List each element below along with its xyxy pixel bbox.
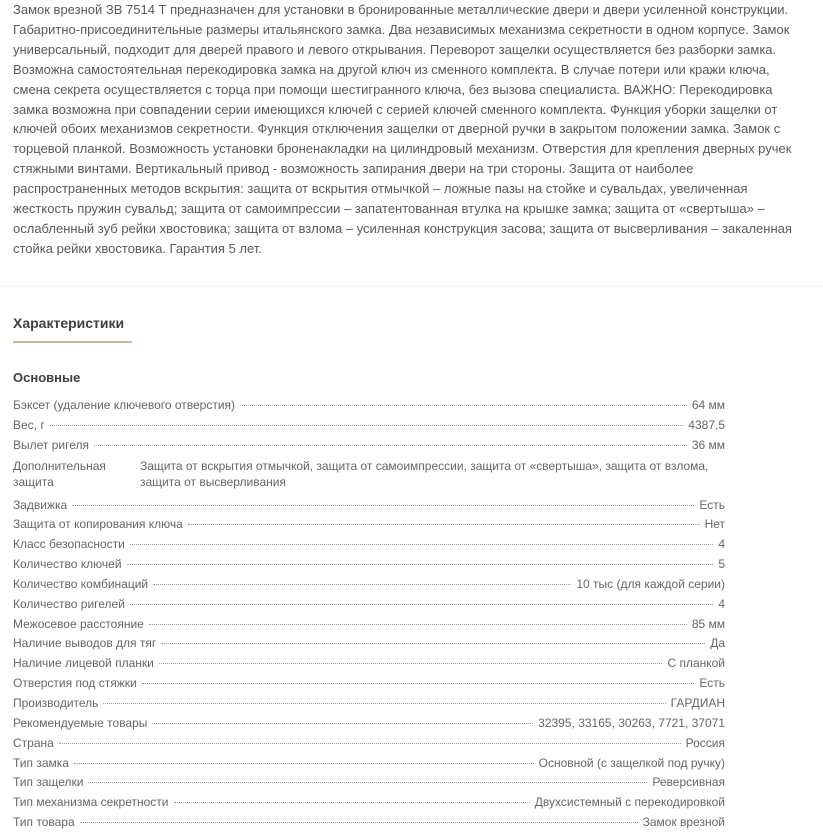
spec-row-face-plate — [13, 654, 725, 674]
dotted-leader — [153, 583, 571, 585]
spec-row-country — [13, 734, 725, 754]
spec-name: Защита от копирования ключа — [13, 517, 183, 532]
spec-name: Производитель — [13, 695, 99, 710]
dotted-leader — [88, 781, 647, 783]
dotted-leader — [142, 682, 695, 684]
dotted-leader — [94, 444, 687, 446]
dotted-leader — [130, 543, 713, 545]
spec-value: 10 тыс (для каждой серии) — [576, 576, 725, 591]
spec-row-combinations — [13, 575, 725, 595]
spec-name: Тип товара — [13, 815, 75, 830]
spec-name: Количество комбинаций — [13, 576, 149, 591]
spec-value: 4387,5 — [688, 417, 725, 432]
spec-row-screw-holes — [13, 674, 725, 694]
spec-value: 85 мм — [691, 616, 725, 631]
spec-value: С планкой — [667, 656, 725, 671]
spec-value: Реверсивная — [652, 775, 725, 790]
spec-value: ГАРДИАН — [670, 695, 725, 710]
spec-name: Дополнительная защита — [13, 458, 106, 489]
spec-row-bolts-count — [13, 595, 725, 615]
spec-row-latch-type — [13, 773, 725, 793]
spec-value: Защита от вскрытия отмычкой, защита от самоимпрессии, защита от «свертыша», защита от взлома, защита от высверливания — [140, 458, 709, 489]
spec-row-lock-type — [13, 754, 725, 774]
spec-value: 36 мм — [691, 437, 725, 452]
spec-value: 4 — [718, 537, 725, 552]
spec-row-backset — [13, 396, 725, 416]
spec-name: Тип механизма секретности — [13, 795, 169, 810]
spec-name: Наличие лицевой планки — [13, 656, 154, 671]
spec-name: Задвижка — [13, 497, 68, 512]
spec-name: Вылет ригеля — [13, 437, 90, 452]
spec-name: Страна — [13, 735, 54, 750]
spec-value: Есть — [699, 676, 725, 691]
product-description: Замок врезной ЗВ 7514 Т предназначен для установки в бронированные металлические двери и двери усиленной конструкции. Габаритно-присоединительные размеры итальянского замка. Два независимых механизма секретности в одном корпусе. Замок универсальный, подходит для дверей правого и левого открывания. Переворот защелки осуществляется без разборки замка. Возможна самостоятельная перекодировка замка на другой ключ из сменного комплекта. В случае потери или кражи ключа, смена секрета осуществляется с торца при помощи шестигранного ключа, без вызова специалиста. ВАЖНО: Перекодировка замка возможна при совпадении серии имеющихся ключей с серией ключей сменного комплекта. Функция уборки защелки от ключей обоих механизмов секретности. Функция отключения защелки от дверной ручки в закрытом положении замка. Замок с торцевой планкой. Возможность установки броненакладки на цилиндровый механизм. Отверстия для крепления дверных ручек стяжными винтами. Вертикальный привод - возможность запирания двери на три стороны. Защита от наиболее распространенных методов вскрытия: защита от вскрытия отмычкой – ложные пазы на стойке и сувальдах, увеличенная жесткость пружин сувальд; защита от самоимпрессии – запатентованная втулка на крышке замка; защита от «свертыша» – ослабленный зуб рейки хвостовика; защита от взлома – усиленная конструкция засова; защита от высверливания – закаленная стойка рейки хвостовика. Гарантия 5 лет. — [13, 2, 792, 256]
spec-row-center-distance — [13, 615, 725, 635]
dotted-leader — [103, 702, 665, 704]
spec-name: Тип замка — [13, 755, 69, 770]
spec-value: 5 — [718, 557, 725, 572]
dotted-leader — [240, 404, 687, 406]
spec-name: Наличие выводов для тяг — [13, 636, 157, 651]
spec-group-title: Основные — [13, 370, 81, 385]
spec-row-latch-bolt — [13, 496, 725, 516]
spec-name: Межосевое расстояние — [13, 616, 144, 631]
active-tab-underline — [13, 341, 132, 343]
spec-name: Количество ригелей — [13, 596, 125, 611]
spec-list — [13, 396, 725, 833]
section-divider — [0, 286, 823, 287]
spec-value: Нет — [704, 517, 725, 532]
spec-row-manufacturer — [13, 694, 725, 714]
spec-row-copy-protection — [13, 515, 725, 535]
spec-row-mechanism-type — [13, 793, 725, 813]
dotted-leader — [80, 821, 638, 823]
spec-name: Рекомендуемые товары — [13, 715, 148, 730]
dotted-leader — [152, 722, 533, 724]
spec-value: Есть — [699, 497, 725, 512]
spec-row-recommended — [13, 714, 725, 734]
dotted-leader — [72, 504, 694, 506]
dotted-leader — [174, 801, 530, 803]
spec-row-keys-count — [13, 555, 725, 575]
spec-value: Россия — [685, 735, 725, 750]
spec-value: Замок врезной — [642, 815, 725, 830]
dotted-leader — [130, 603, 713, 605]
spec-name: Отверстия под стяжки — [13, 676, 137, 691]
spec-row-weight — [13, 416, 725, 436]
dotted-leader — [161, 642, 705, 644]
dotted-leader — [188, 523, 700, 525]
spec-row-bolt-throw — [13, 436, 725, 456]
dotted-leader — [59, 742, 681, 744]
spec-name: Бэксет (удаление ключевого отверстия) — [13, 398, 236, 412]
spec-row-rod-outputs — [13, 634, 725, 654]
dotted-leader — [74, 762, 534, 764]
spec-name: Вес, г — [13, 417, 45, 432]
spec-row-product-type — [13, 813, 725, 833]
dotted-leader — [149, 623, 687, 625]
dotted-leader — [50, 424, 684, 426]
spec-name: Количество ключей — [13, 557, 122, 572]
spec-value: Основной (с защелкой под ручку) — [538, 755, 725, 770]
spec-name: Тип защелки — [13, 775, 84, 790]
spec-value: Да — [710, 636, 725, 651]
spec-value: Двухсистемный с перекодировкой — [534, 795, 725, 810]
dotted-leader — [127, 563, 714, 565]
characteristics-tab-title[interactable]: Характеристики — [13, 315, 125, 331]
spec-name: Класс безопасности — [13, 537, 125, 552]
spec-value: 4 — [718, 596, 725, 611]
spec-row-security-class — [13, 535, 725, 555]
spec-value: 32395, 33165, 30263, 7721, 37071 — [538, 715, 725, 730]
spec-row-extra-protection — [13, 456, 725, 496]
spec-value: 64 мм — [691, 398, 725, 412]
dotted-leader — [159, 662, 663, 664]
